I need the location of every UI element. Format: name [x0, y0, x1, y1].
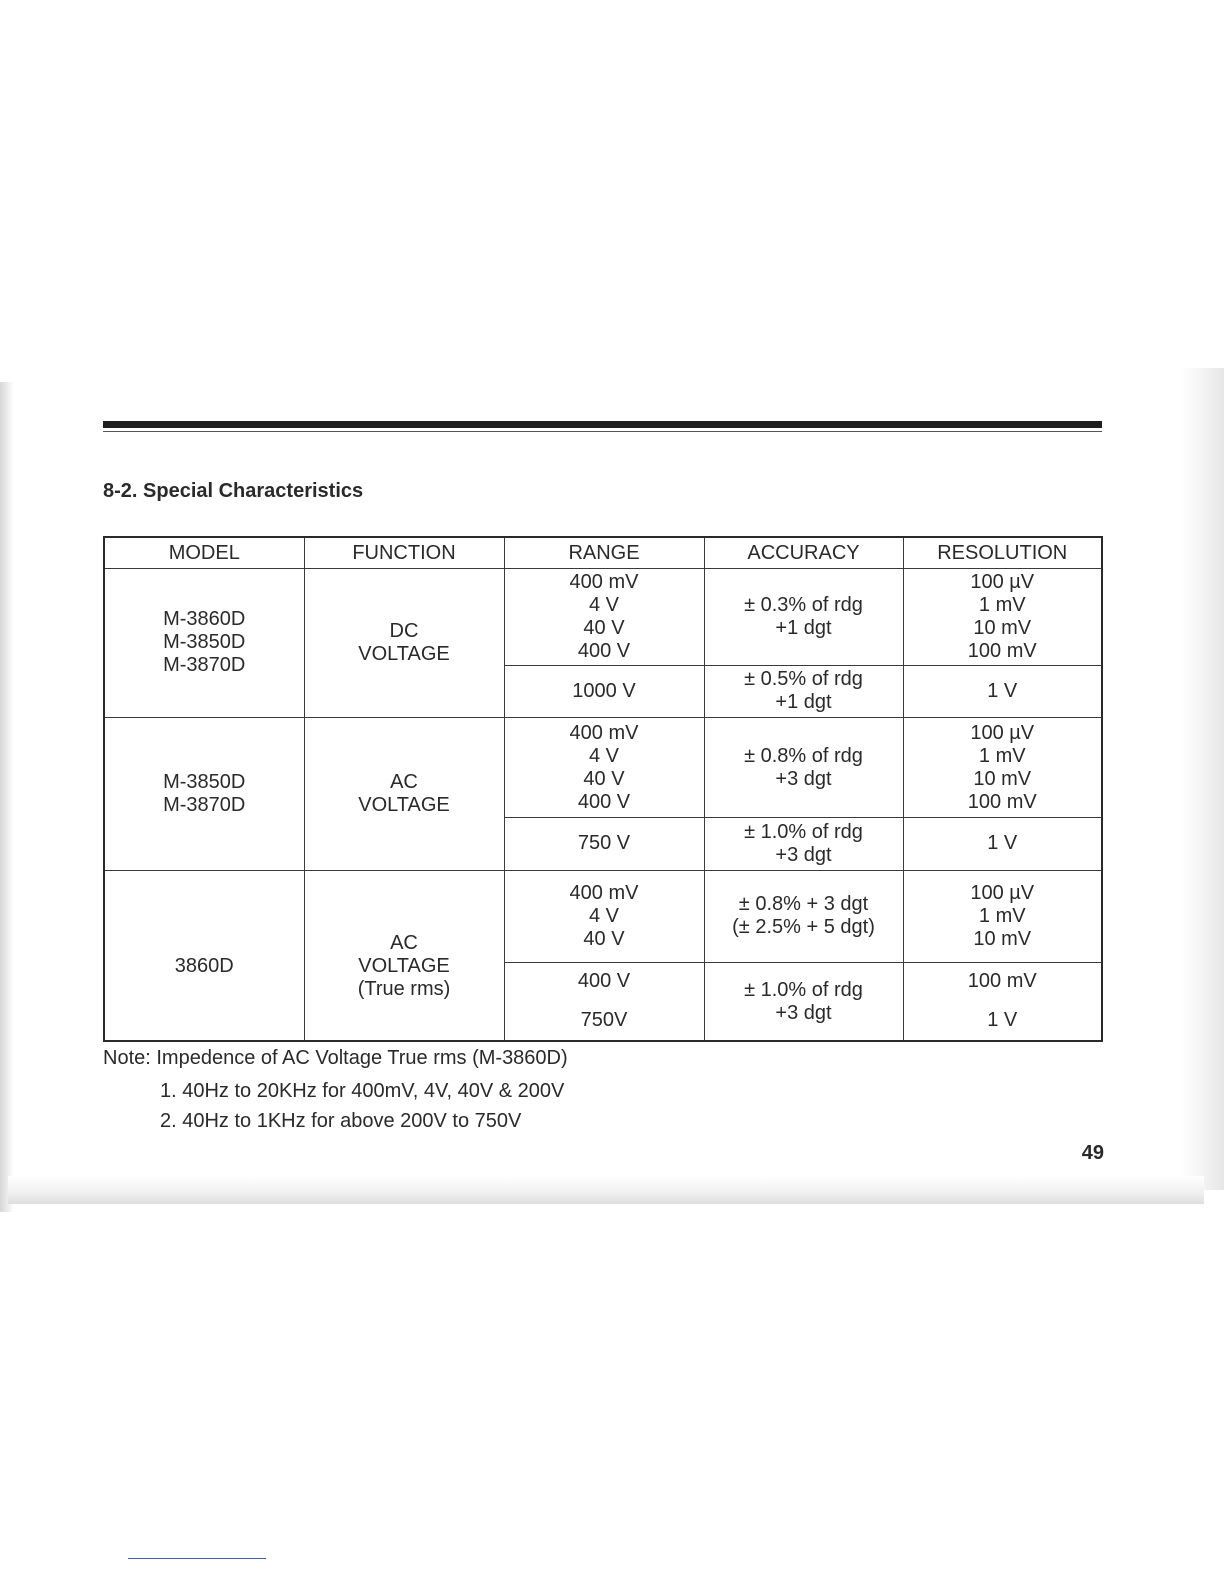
scan-left-edge [0, 382, 14, 1212]
model-name: 3860D [174, 954, 234, 977]
accuracy-line: ± 0.8% + 3 dgt [738, 893, 869, 916]
range-value: 750V [580, 1008, 628, 1031]
accuracy-line: ± 0.5% of rdg [744, 668, 863, 691]
resolution-value: 1 mV [978, 904, 1026, 927]
range-value: 40 V [583, 767, 625, 790]
model-cell [104, 870, 304, 1041]
function-cell [304, 870, 504, 1041]
range-cell [504, 569, 704, 666]
range-value: 4 V [588, 904, 620, 927]
resolution-value: 1 V [987, 832, 1018, 855]
model-name: M-3870D [163, 793, 246, 816]
accuracy-cell [704, 717, 903, 818]
resolution-cell [903, 717, 1102, 818]
function-cell [304, 717, 504, 870]
range-cell [504, 665, 704, 717]
function-line: DC [389, 619, 419, 642]
accuracy-line: +1 dgt [775, 691, 832, 714]
range-cell [504, 963, 704, 1001]
function-line: (True rms) [357, 977, 451, 1000]
resolution-value: 1 V [987, 679, 1018, 702]
accuracy-cell [704, 963, 903, 1041]
model-name: M-3870D [163, 654, 246, 677]
header-range: RANGE [504, 537, 704, 569]
accuracy-line: +1 dgt [775, 616, 832, 639]
note-list [160, 1076, 564, 1136]
accuracy-line: ± 1.0% of rdg [744, 820, 863, 843]
resolution-value: 100 mV [967, 790, 1037, 813]
model-cell [104, 569, 304, 718]
resolution-value: 100 mV [967, 639, 1037, 662]
resolution-value: 1 mV [978, 593, 1026, 616]
range-value: 40 V [583, 616, 625, 639]
range-value: 400 mV [569, 721, 639, 744]
table-row [104, 717, 1102, 818]
range-value: 400 V [577, 970, 631, 993]
header-model: MODEL [104, 537, 304, 569]
range-cell [504, 870, 704, 962]
model-name: M-3860D [163, 608, 246, 631]
scan-right-edge [1180, 368, 1224, 1190]
resolution-value: 10 mV [973, 616, 1032, 639]
accuracy-cell [704, 818, 903, 870]
resolution-value: 100 µV [970, 881, 1035, 904]
model-name: M-3850D [163, 631, 246, 654]
accuracy-line: (± 2.5% + 5 dgt) [732, 916, 875, 939]
accuracy-line: +3 dgt [775, 1001, 832, 1024]
function-line: VOLTAGE [358, 793, 450, 816]
header-rule [103, 421, 1102, 428]
range-value: 4 V [588, 593, 620, 616]
range-value: 4 V [588, 744, 620, 767]
header-resolution: RESOLUTION [903, 537, 1102, 569]
header-row [104, 537, 1102, 569]
accuracy-cell [704, 665, 903, 717]
function-line: VOLTAGE [358, 642, 450, 665]
resolution-value: 10 mV [973, 927, 1032, 950]
range-cell [504, 1001, 704, 1041]
resolution-value: 100 mV [967, 970, 1037, 993]
resolution-value: 10 mV [973, 767, 1032, 790]
range-value: 400 mV [569, 881, 639, 904]
resolution-cell [903, 870, 1102, 962]
resolution-value: 100 µV [970, 570, 1035, 593]
note-item: 1. 40Hz to 20KHz for 400mV, 4V, 40V & 200V [160, 1080, 565, 1102]
resolution-cell [903, 963, 1102, 1001]
section-title: 8-2. Special Characteristics [103, 480, 364, 502]
range-cell [504, 818, 704, 870]
table-row [104, 870, 1102, 962]
range-cell [504, 717, 704, 818]
resolution-value: 1 V [987, 1008, 1018, 1031]
header-function: FUNCTION [304, 537, 504, 569]
model-name: M-3850D [163, 770, 246, 793]
range-value: 40 V [583, 927, 625, 950]
range-value: 750 V [577, 832, 631, 855]
header-rule-thin [103, 431, 1102, 432]
note-item: 2. 40Hz to 1KHz for above 200V to 750V [160, 1110, 522, 1132]
accuracy-line: ± 0.3% of rdg [744, 593, 863, 616]
accuracy-cell [704, 870, 903, 962]
accuracy-line: +3 dgt [775, 767, 832, 790]
range-value: 1000 V [572, 679, 636, 702]
resolution-cell [903, 569, 1102, 666]
resolution-cell [903, 1001, 1102, 1041]
spec-table [103, 536, 1103, 1042]
accuracy-line: +3 dgt [775, 843, 832, 866]
accuracy-line: ± 1.0% of rdg [744, 978, 863, 1001]
resolution-cell [903, 665, 1102, 717]
resolution-value: 1 mV [978, 744, 1026, 767]
scan-bottom-edge [8, 1176, 1204, 1204]
table-row [104, 569, 1102, 666]
model-cell [104, 717, 304, 870]
range-value: 400 V [577, 639, 631, 662]
range-value: 400 mV [569, 570, 639, 593]
function-cell [304, 569, 504, 718]
function-line: VOLTAGE [358, 954, 450, 977]
header-accuracy: ACCURACY [704, 537, 903, 569]
accuracy-line: ± 0.8% of rdg [744, 744, 863, 767]
note-heading: Note: Impedence of AC Voltage True rms (M-3860D) [103, 1047, 568, 1069]
footer-underline [128, 1558, 266, 1559]
accuracy-cell [704, 569, 903, 666]
range-value: 400 V [577, 790, 631, 813]
function-line: AC [390, 931, 418, 954]
function-line: AC [390, 770, 418, 793]
page-number: 49 [1081, 1142, 1104, 1164]
resolution-value: 100 µV [970, 721, 1035, 744]
resolution-cell [903, 818, 1102, 870]
